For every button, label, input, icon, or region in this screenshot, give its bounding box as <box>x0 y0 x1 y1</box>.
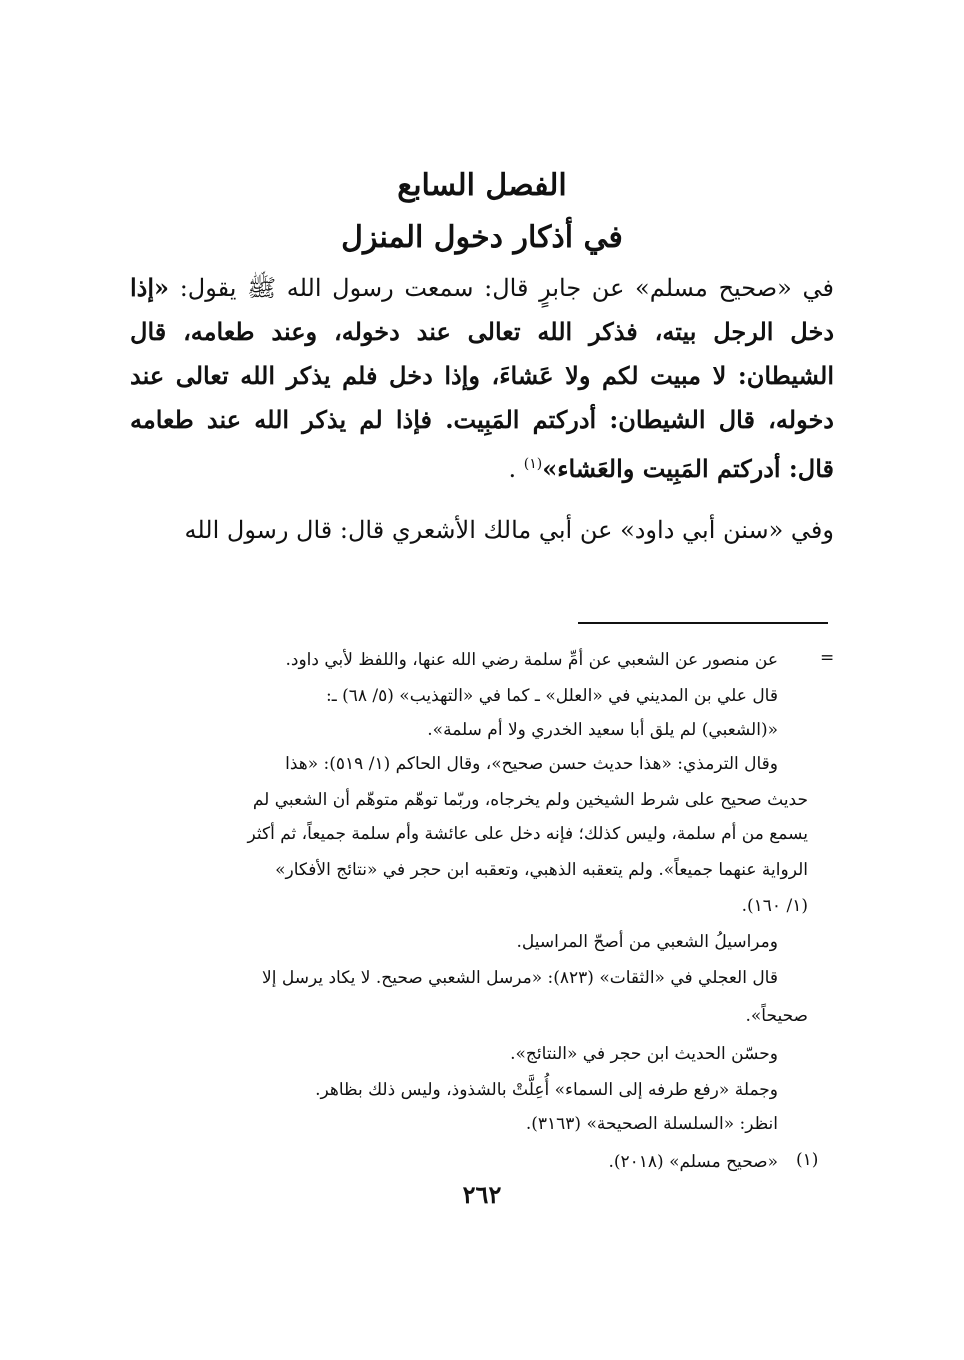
footnote-line: «(الشعبي) لم يلق أبا سعيد الخدري ولا أم سلمة». <box>427 720 778 740</box>
page-number: ٢٦٢ <box>462 1180 502 1209</box>
footnote-line: انظر: «السلسلة الصحيحة» (٣١٦٣). <box>525 1114 778 1134</box>
footnote-1-marker: (١) <box>796 1150 819 1170</box>
footnote-line: وجملة «رفع طرفه إلى السماء» أُعِلَّتْ بالشذوذ، وليس ذلك بظاهر. <box>315 1080 778 1100</box>
footnote-line: الرواية عنهما جميعاً». ولم يتعقبه الذهبي، وتعقبه ابن حجر في «نتائج الأفكار» <box>275 860 808 880</box>
footnote-line: (١/ ١٦٠). <box>741 896 808 916</box>
footnote-ref-1[interactable]: (١) <box>523 456 543 472</box>
chapter-subtitle: في أذكار دخول المنزل <box>341 220 623 255</box>
paragraph-1-end: . <box>508 455 524 483</box>
footnote-line: قال العجلي في «الثقات» (٨٢٣): «مرسل الشعبي صحيح. لا يكاد يرسل إلا <box>262 968 778 988</box>
footnote-line: صحيحاً». <box>745 1006 808 1026</box>
footnote-1-text: «صحيح مسلم» (٢٠١٨). <box>608 1152 778 1172</box>
paragraph-2: وفي «سنن أبي داود» عن أبي مالك الأشعري قال: قال رسول الله <box>184 516 834 544</box>
footnote-line: وقال الترمذي: «هذا حديث حسن صحيح»، وقال الحاكم (١/ ٥١٩): «هذا <box>285 754 778 774</box>
footnote-line: حديث صحيح على شرط الشيخين ولم يخرجاه، وربّما توهّم متوهّم أن الشعبي لم <box>252 790 808 810</box>
footnote-continuation-marker: = <box>820 648 835 668</box>
footnote-line: يسمع من أم سلمة، وليس كذلك؛ فإنه دخل على عائشة وأم سلمة جميعاً، ثم أكثر <box>247 824 808 844</box>
footnote-line: وحسّن الحديث ابن حجر في «النتائج». <box>510 1044 778 1064</box>
footnote-line: قال علي بن المديني في «العلل» ـ كما في «التهذيب» (٥/ ٦٨) ـ: <box>325 686 778 706</box>
footnote-line: عن منصور عن الشعبي عن أمِّ سلمة رضي الله عنها، واللفظ لأبي داود. <box>285 650 778 670</box>
footnote-divider <box>578 622 828 624</box>
paragraph-1 <box>130 266 834 491</box>
hadith-text: «إذا دخل الرجل بيته، فذكر الله تعالى عند دخوله، وعند طعامه، قال الشيطان: لا مبيت لكم ولا عَشاءَ، وإذا دخل فلم يذكر الله تعالى عند دخوله، قال الشيطان: أدركتم المَبِيت. فإذا لم يذكر الله عند طعامه قال: أدركتم المَبِيت والعَشاء» <box>130 273 834 483</box>
footnote-line: ومراسيلُ الشعبي من أصحّ المراسيل. <box>516 932 778 952</box>
paragraph-1-intro: في «صحيح مسلم» عن جابرٍ قال: سمعت رسول الله ﷺ يقول: <box>179 274 834 302</box>
chapter-title: الفصل السابع <box>397 168 567 203</box>
